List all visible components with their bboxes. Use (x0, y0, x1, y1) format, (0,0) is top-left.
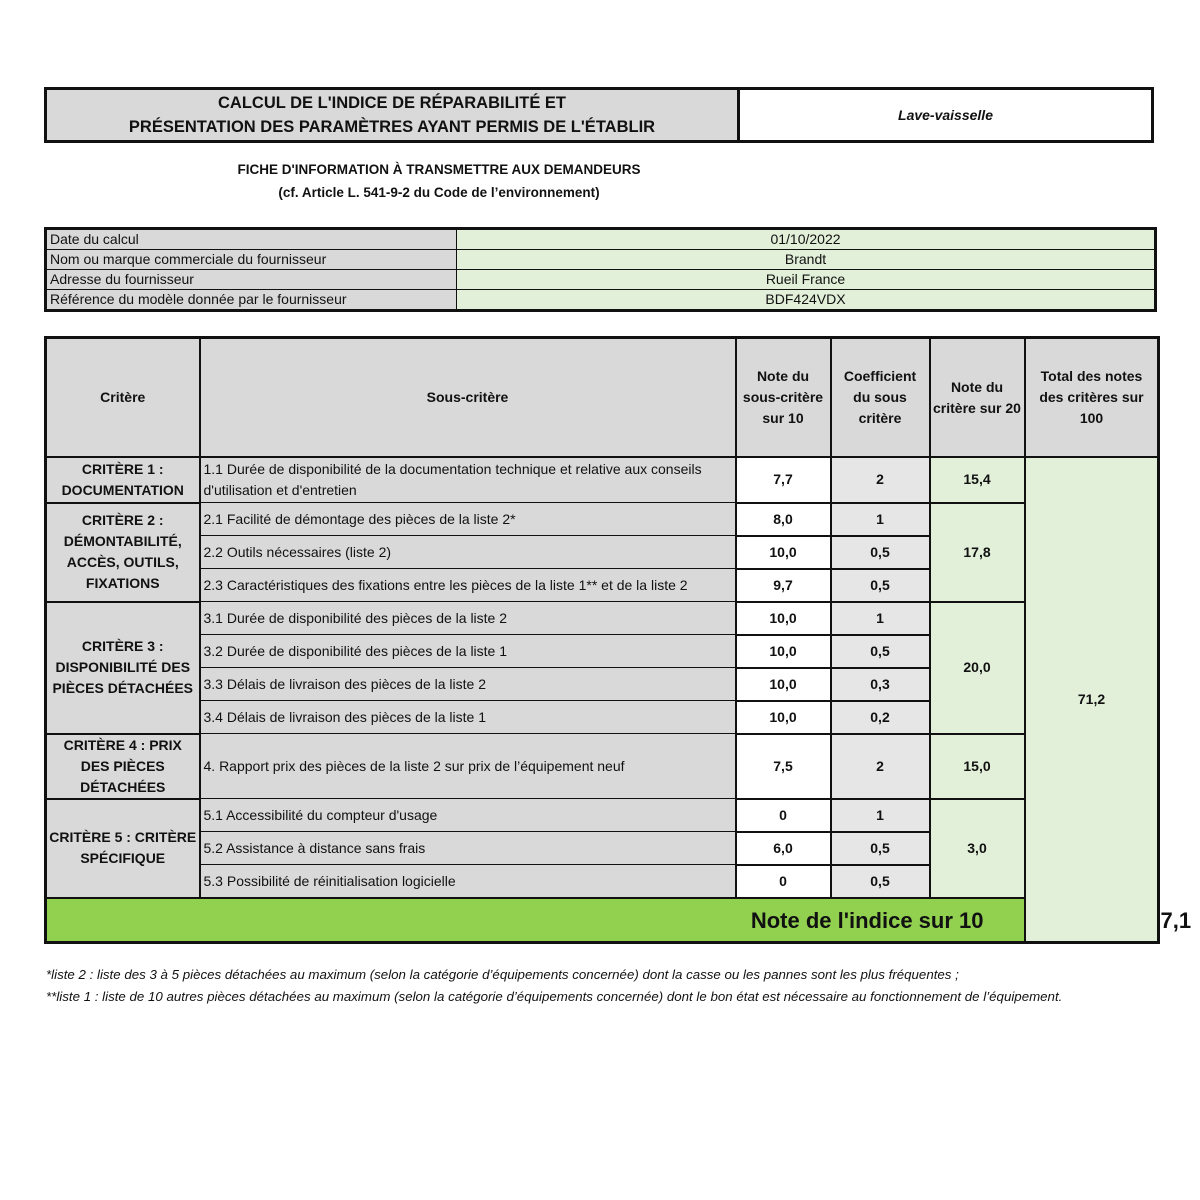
sub-criterion-coef: 0,3 (831, 668, 930, 701)
final-index-row: Note de l'indice sur 10 7,1 (46, 898, 1159, 943)
table-row (46, 602, 1159, 635)
criterion-score: 15,4 (930, 457, 1025, 503)
header-total: Total des notes des critères sur 100 (1025, 338, 1159, 458)
table-row (46, 734, 1159, 799)
sub-criterion-note: 10,0 (736, 701, 831, 734)
sub-criterion-note: 10,0 (736, 536, 831, 569)
info-value: BDF424VDX (457, 290, 1156, 311)
footnote-list-1: **liste 1 : liste de 10 autres pièces détachées au maximum (selon la catégorie d’équipements concernée) dont le bon état est nécessaire au fonctionnement de l’équipement. (46, 989, 1063, 1004)
sub-criterion-note: 0 (736, 865, 831, 899)
product-category: Lave-vaisselle (898, 107, 993, 123)
table-row (46, 457, 1159, 503)
document-title (47, 90, 740, 140)
header-coefficient: Coefficient du sous critère (831, 338, 930, 458)
info-row (46, 290, 1156, 311)
sub-criterion-note: 7,5 (736, 734, 831, 799)
sub-criterion-label: 3.1 Durée de disponibilité des pièces de la liste 2 (200, 602, 736, 635)
sub-criterion-coef: 1 (831, 503, 930, 536)
repairability-score-table (44, 336, 1192, 944)
sub-criterion-coef: 0,2 (831, 701, 930, 734)
sub-criterion-coef: 0,5 (831, 536, 930, 569)
info-value: 01/10/2022 (457, 229, 1156, 250)
sub-criterion-label: 5.3 Possibilité de réinitialisation logicielle (200, 865, 736, 899)
sub-criterion-note: 10,0 (736, 668, 831, 701)
table-row (46, 799, 1159, 832)
table-row (46, 503, 1159, 536)
sub-criterion-label: 2.1 Facilité de démontage des pièces de la liste 2* (200, 503, 736, 536)
sub-criterion-note: 9,7 (736, 569, 831, 602)
footnote-list-2: *liste 2 : liste des 3 à 5 pièces détachées au maximum (selon la catégorie d’équipements concernée) dont la casse ou les pannes sont les plus fréquentes ; (46, 967, 959, 982)
sub-criterion-coef: 1 (831, 799, 930, 832)
header-box (44, 87, 1154, 143)
info-label: Adresse du fournisseur (46, 270, 457, 290)
sub-criterion-label: 2.2 Outils nécessaires (liste 2) (200, 536, 736, 569)
sub-criterion-note: 0 (736, 799, 831, 832)
sub-criterion-label: 5.1 Accessibilité du compteur d'usage (200, 799, 736, 832)
header-note-critere: Note du critère sur 20 (930, 338, 1025, 458)
final-index-label: Note de l'indice sur 10 (46, 898, 1025, 943)
sub-criterion-note: 7,7 (736, 457, 831, 503)
criterion-name: CRITÈRE 1 : DOCUMENTATION (46, 457, 200, 503)
sub-criterion-coef: 0,5 (831, 569, 930, 602)
info-row (46, 229, 1156, 250)
subtitle-line-2: (cf. Article L. 541-9-2 du Code de l’environnement) (278, 185, 600, 200)
criterion-name: CRITÈRE 3 : DISPONIBILITÉ DES PIÈCES DÉTACHÉES (46, 602, 200, 734)
title-line-1: CALCUL DE L'INDICE DE RÉPARABILITÉ ET (218, 94, 566, 112)
criterion-score: 3,0 (930, 799, 1025, 899)
sub-criterion-note: 6,0 (736, 832, 831, 865)
header-critere: Critère (46, 338, 200, 458)
criterion-name: CRITÈRE 5 : CRITÈRE SPÉCIFIQUE (46, 799, 200, 899)
sub-criterion-label: 5.2 Assistance à distance sans frais (200, 832, 736, 865)
info-value: Rueil France (457, 270, 1156, 290)
info-label: Date du calcul (46, 229, 457, 250)
info-row (46, 250, 1156, 270)
sub-criterion-label: 3.3 Délais de livraison des pièces de la liste 2 (200, 668, 736, 701)
criterion-name: CRITÈRE 4 : PRIX DES PIÈCES DÉTACHÉES (46, 734, 200, 799)
sub-criterion-coef: 2 (831, 457, 930, 503)
supplier-info-table (44, 227, 1157, 312)
total-score: 71,2 (1025, 457, 1159, 943)
subtitle-line-1: FICHE D'INFORMATION À TRANSMETTRE AUX DEMANDEURS (237, 162, 641, 177)
sub-criterion-label: 3.2 Durée de disponibilité des pièces de la liste 1 (200, 635, 736, 668)
sub-criterion-coef: 0,5 (831, 832, 930, 865)
sub-criterion-note: 10,0 (736, 602, 831, 635)
sub-criterion-coef: 0,5 (831, 865, 930, 899)
header-note-sous-critere: Note du sous-critère sur 10 (736, 338, 831, 458)
criterion-name: CRITÈRE 2 : DÉMONTABILITÉ, ACCÈS, OUTILS, FIXATIONS (46, 503, 200, 602)
sub-criterion-label: 3.4 Délais de livraison des pièces de la liste 1 (200, 701, 736, 734)
info-row (46, 270, 1156, 290)
sub-criterion-coef: 2 (831, 734, 930, 799)
info-label: Nom ou marque commerciale du fournisseur (46, 250, 457, 270)
info-value: Brandt (457, 250, 1156, 270)
sub-criterion-note: 8,0 (736, 503, 831, 536)
table-header-row (46, 338, 1159, 458)
header-sous-critere: Sous-critère (200, 338, 736, 458)
criterion-score: 20,0 (930, 602, 1025, 734)
sub-criterion-label: 1.1 Durée de disponibilité de la documentation technique et relative aux conseils d'utilisation et d'entretien (200, 457, 736, 503)
info-label: Référence du modèle donnée par le fournisseur (46, 290, 457, 311)
criterion-score: 15,0 (930, 734, 1025, 799)
footnotes (46, 964, 1156, 1008)
sub-criterion-label: 4. Rapport prix des pièces de la liste 2 sur prix de l’équipement neuf (200, 734, 736, 799)
title-line-2: PRÉSENTATION DES PARAMÈTRES AYANT PERMIS DE L'ÉTABLIR (128, 118, 656, 136)
sub-criterion-coef: 0,5 (831, 635, 930, 668)
criterion-score: 17,8 (930, 503, 1025, 602)
sub-criterion-coef: 1 (831, 602, 930, 635)
sub-criterion-label: 2.3 Caractéristiques des fixations entre les pièces de la liste 1** et de la liste 2 (200, 569, 736, 602)
sub-criterion-note: 10,0 (736, 635, 831, 668)
